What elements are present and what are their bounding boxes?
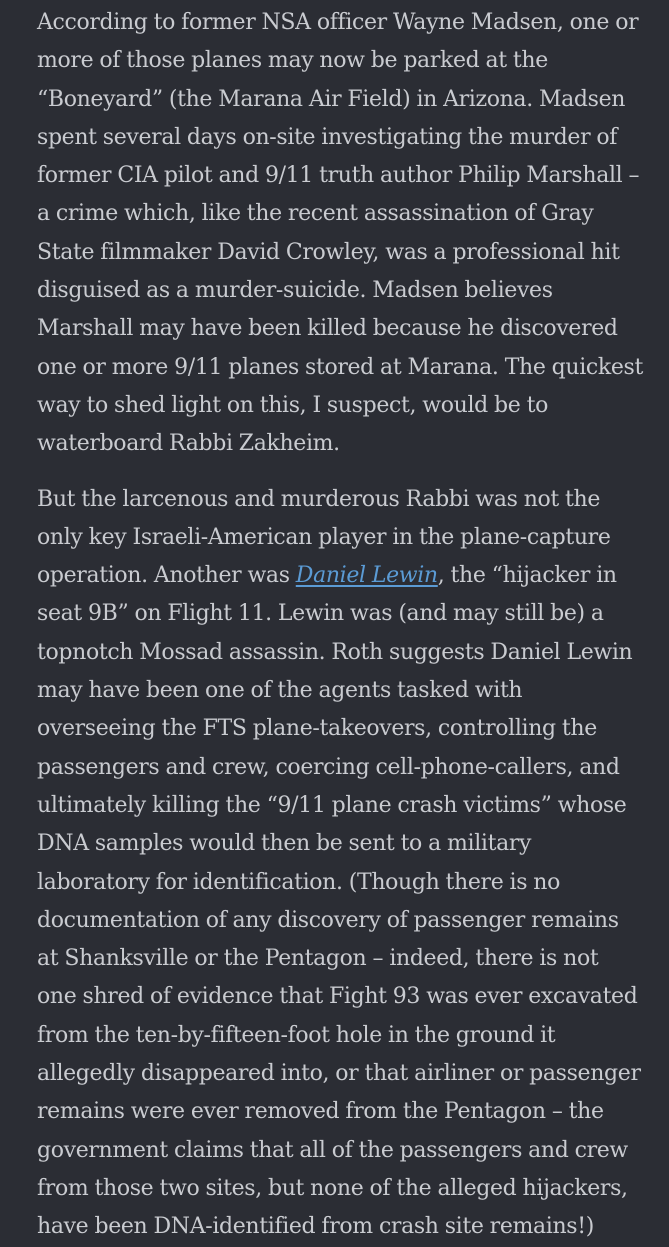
daniel-lewin-link[interactable]: Daniel Lewin (295, 563, 438, 589)
article-paragraph (37, 0, 643, 464)
paragraph-text: , the “hijacker in seat 9B” on Flight 11. Lewin was (and may still be) a topnotch Mossad assassin. Roth suggests Daniel Lewin may have been one of the agents tasked with overseeing the FTS plane-takeovers, controlling the passengers and crew, coercing cell-phone-callers, and ultimately killing the “9/11 plane crash victims” whose DNA samples would then be sent to a military laboratory for identification. (Though there is no documentation of any discovery of passenger remains at Shanksville or the Pentagon – indeed, there is not one shred of evidence that Fight 93 was ever excavated from the ten-by-fifteen-foot hole in the ground it allegedly disappeared into, or that airliner or passenger remains were ever removed from the Pentagon – the government claims that all of the passengers and crew from those two sites, but none of the alleged hijackers, have been DNA-identified from crash site remains!) (37, 563, 641, 1240)
paragraph-text: But the larcenous and murderous Rabbi was not the only key Israeli-American player in the plane-capture operation. Another was (37, 486, 611, 589)
article-paragraph (37, 481, 643, 1247)
paragraph-text: According to former NSA officer Wayne Madsen, one or more of those planes may now be parked at the “Boneyard” (the Marana Air Field) in Arizona. Madsen spent several days on-site investigating the murder of former CIA pilot and 9/11 truth author Philip Marshall – a crime which, like the recent assassination of Gray State filmmaker David Crowley, was a professional hit disguised as a murder-suicide. Madsen believes Marshall may have been killed because he discovered one or more 9/11 planes stored at Marana. The quickest way to shed light on this, I suspect, would be to waterboard Rabbi Zakheim. (37, 10, 643, 457)
